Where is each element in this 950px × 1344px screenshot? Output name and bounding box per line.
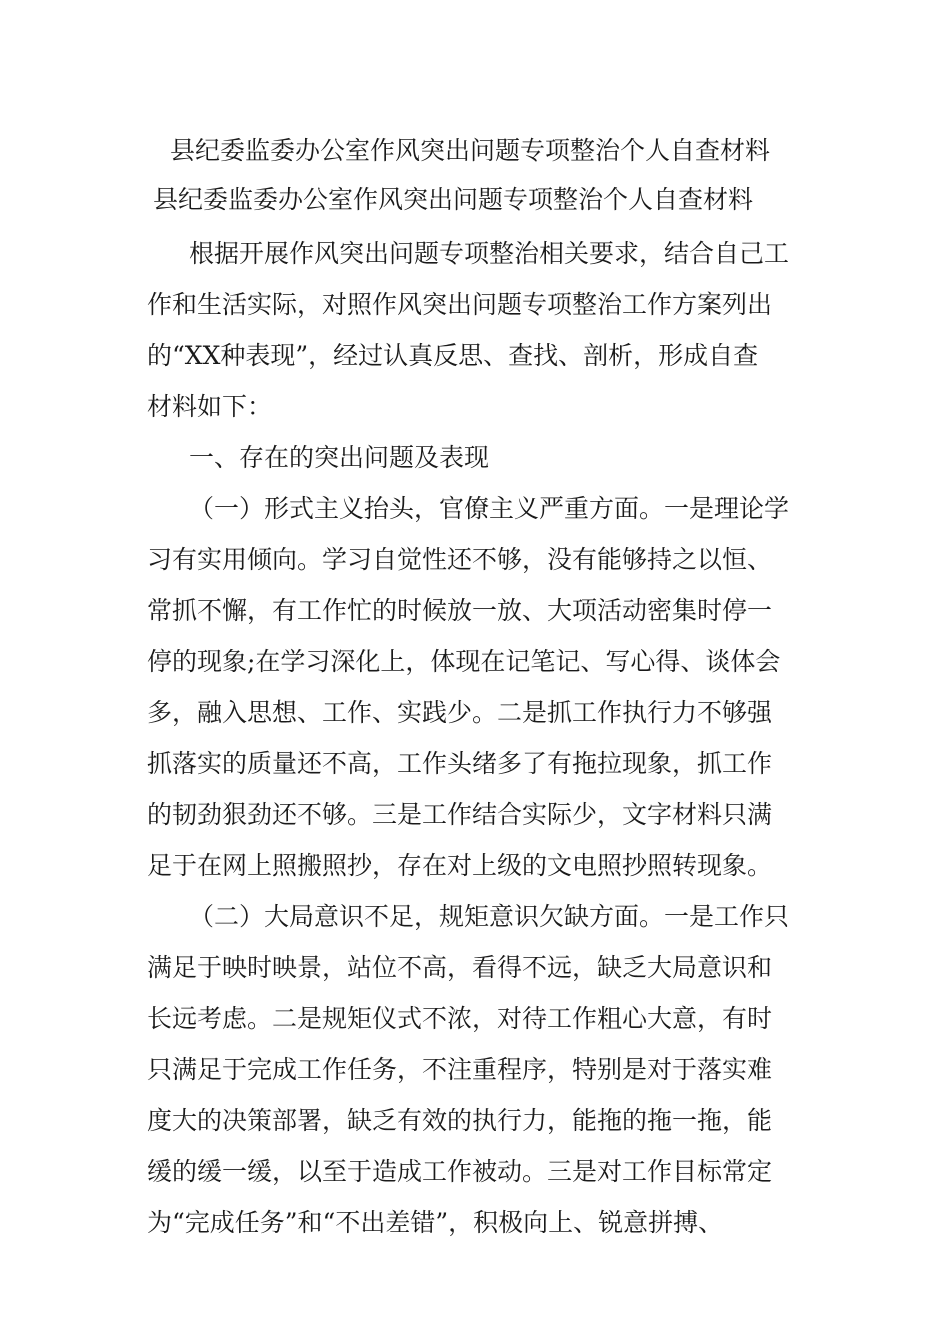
paragraph-line: 度大的决策部署，缺乏有效的执行力，能拖的拖一拖，能 <box>147 1106 773 1135</box>
document-subtitle: 县纪委监委办公室作风突出问题专项整治个人自查材料 <box>153 185 754 214</box>
paragraph-line: 缓的缓一缓，以至于造成工作被动。三是对工作目标常定 <box>147 1157 773 1186</box>
paragraph-line: 根据开展作风突出问题专项整治相关要求，结合自己工 <box>189 239 790 268</box>
paragraph-line: 的“XX种表现”，经过认真反思、查找、剖析，形成自查 <box>147 341 759 370</box>
paragraph-line: 习有实用倾向。学习自觉性还不够，没有能够持之以恒、 <box>147 545 773 574</box>
paragraph-line: （二）大局意识不足，规矩意识欠缺方面。一是工作只 <box>189 902 790 931</box>
paragraph-line: 多，融入思想、工作、实践少。二是抓工作执行力不够强 <box>147 698 773 727</box>
paragraph-line: 足于在网上照搬照抄，存在对上级的文电照抄照转现象。 <box>147 851 773 880</box>
paragraph-line: 的韧劲狠劲还不够。三是工作结合实际少，文字材料只满 <box>147 800 773 829</box>
paragraph-line: 长远考虑。二是规矩仪式不浓，对待工作粗心大意，有时 <box>147 1004 773 1033</box>
paragraph-line: 为“完成任务”和“不出差错”，积极向上、锐意拼搏、 <box>147 1208 724 1237</box>
document-body <box>147 228 807 1248</box>
paragraph-line: 停的现象;在学习深化上，体现在记笔记、写心得、谈体会 <box>147 647 781 676</box>
section-heading: 一、存在的突出问题及表现 <box>189 443 490 472</box>
paragraph-line: 只满足于完成工作任务，不注重程序，特别是对于落实难 <box>147 1055 773 1084</box>
paragraph-line: 常抓不懈，有工作忙的时候放一放、大项活动密集时停一 <box>147 596 773 625</box>
paragraph-line: （一）形式主义抬头，官僚主义严重方面。一是理论学 <box>189 494 790 523</box>
paragraph-line: 抓落实的质量还不高，工作头绪多了有拖拉现象，抓工作 <box>147 749 773 778</box>
paragraph-line: 满足于映时映景，站位不高，看得不远，缺乏大局意识和 <box>147 953 773 982</box>
document-title: 县纪委监委办公室作风突出问题专项整治个人自查材料 <box>170 136 771 165</box>
paragraph-line: 作和生活实际，对照作风突出问题专项整治工作方案列出 <box>147 290 773 319</box>
paragraph-line: 材料如下： <box>147 392 273 421</box>
